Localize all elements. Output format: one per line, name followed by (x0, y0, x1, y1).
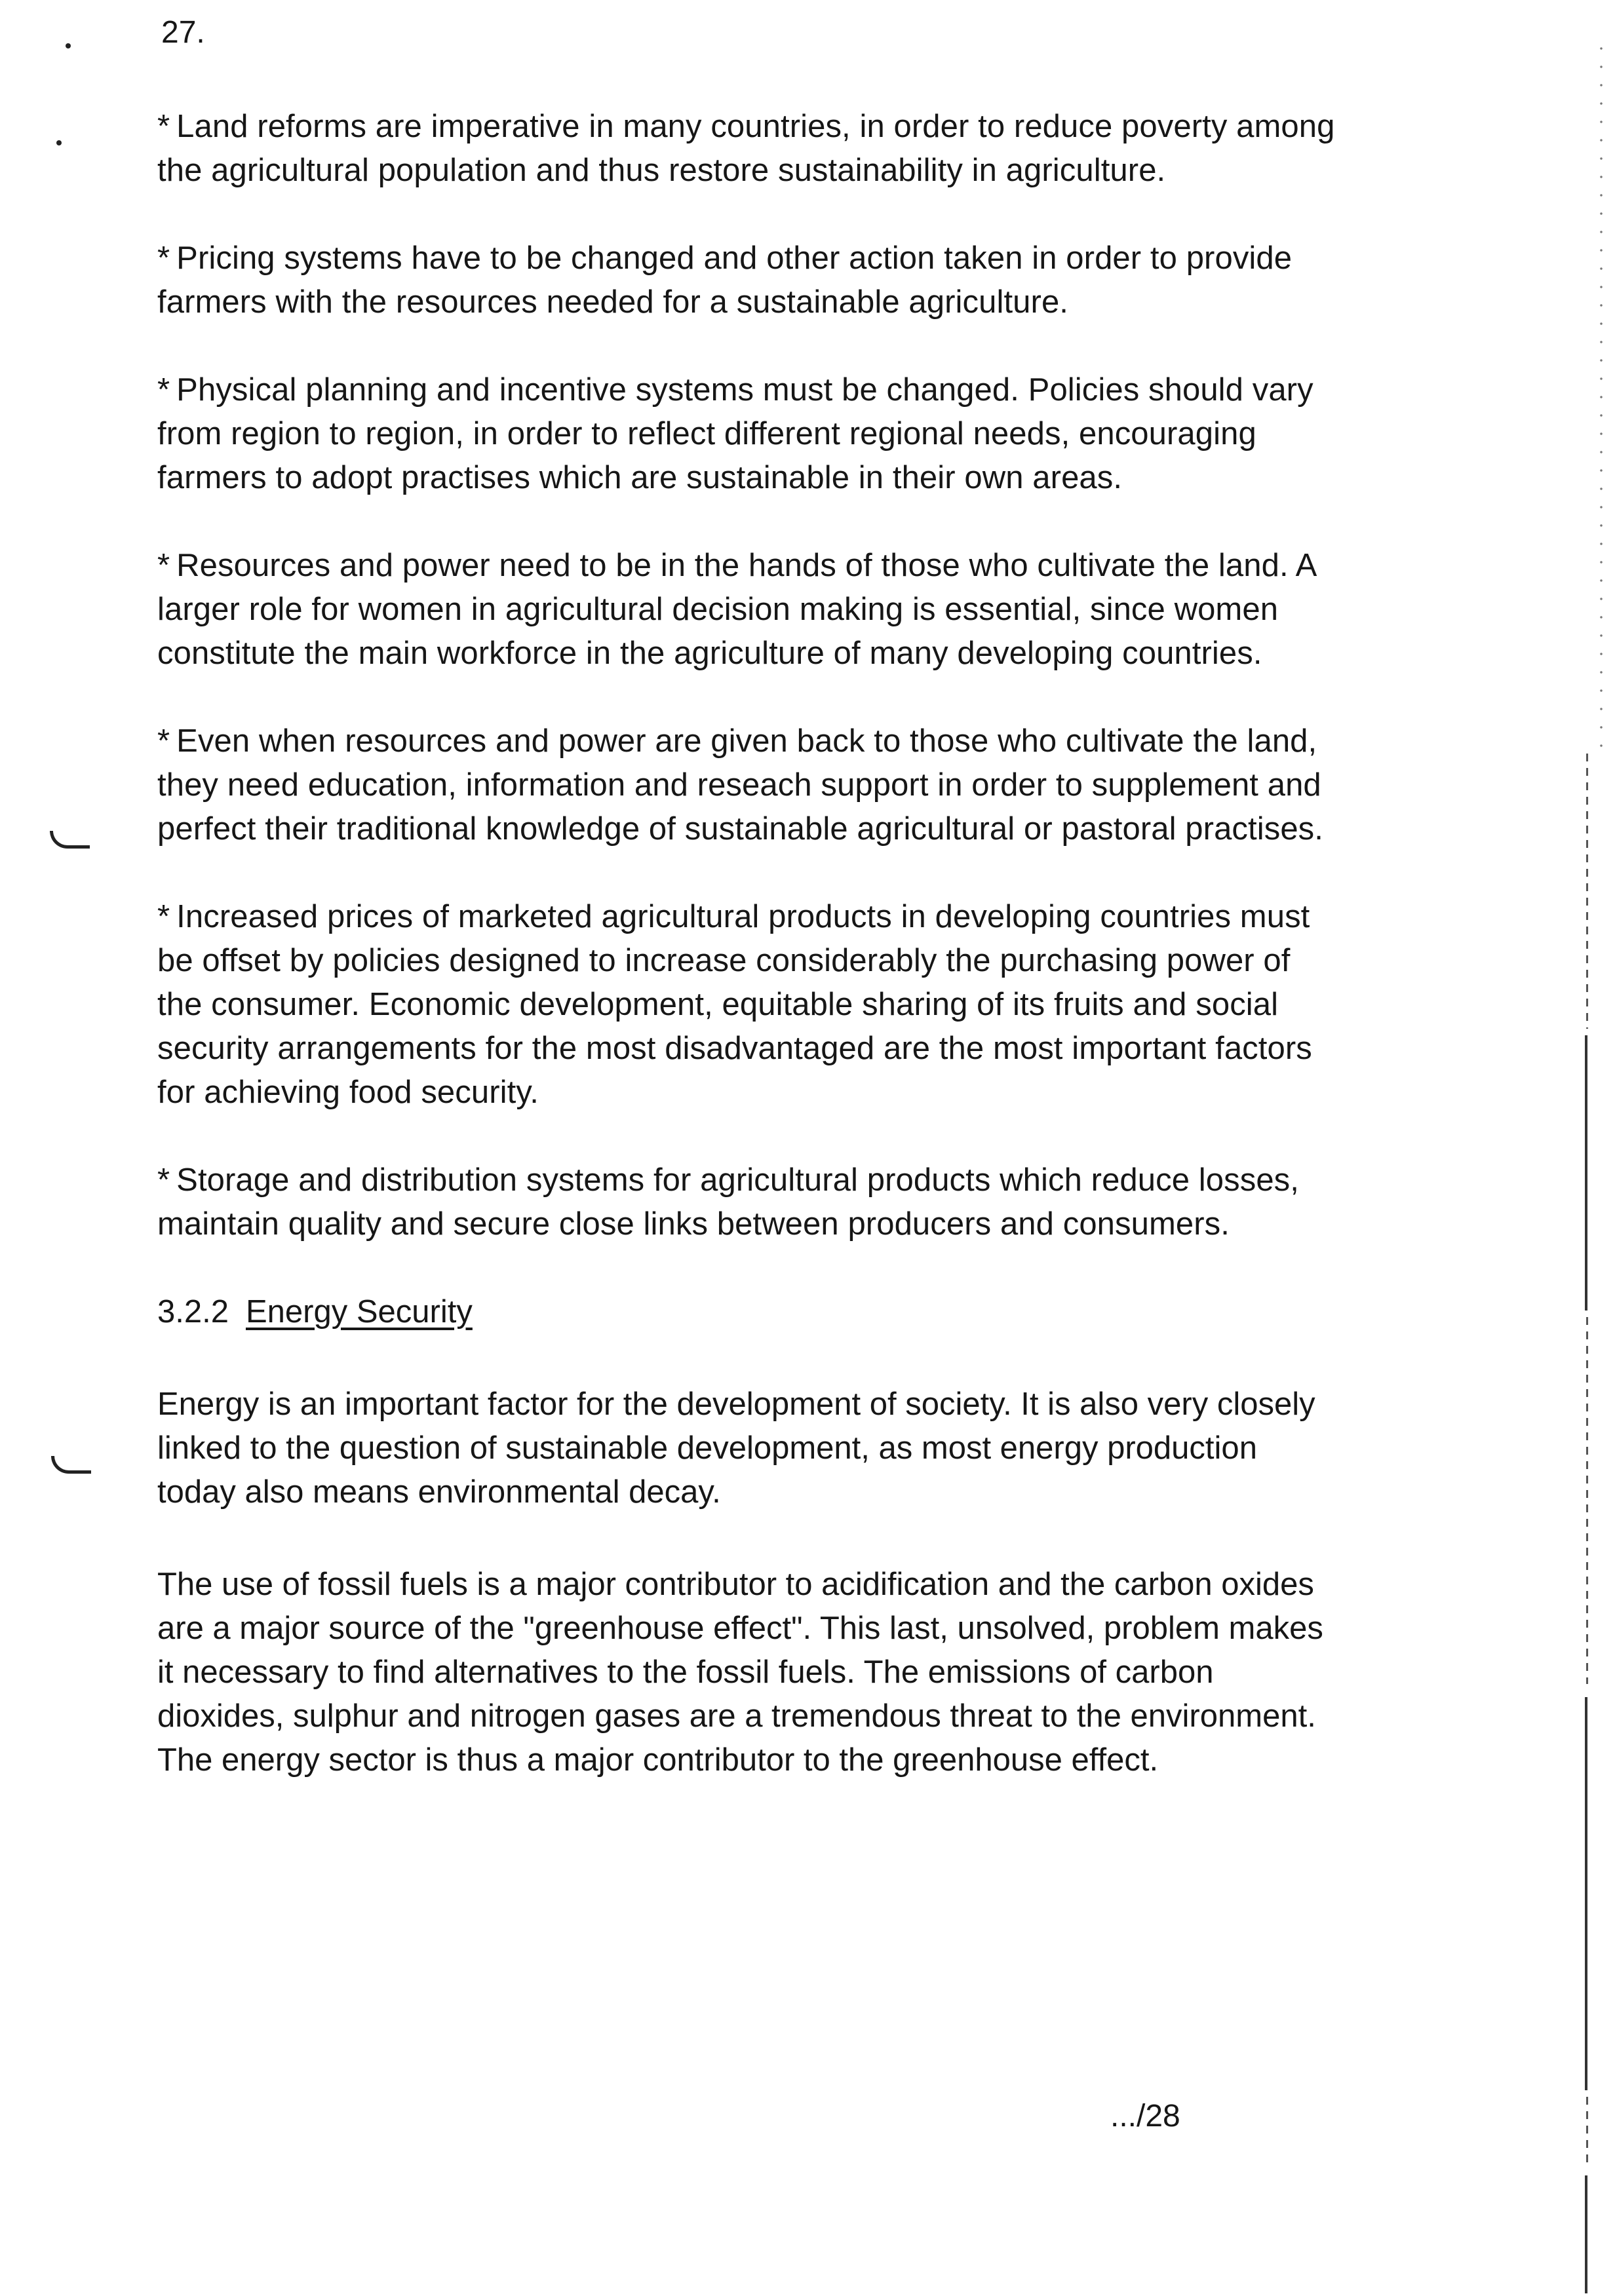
document-body (157, 105, 1337, 1831)
margin-tick-mark (50, 831, 90, 849)
bullet-text: Land reforms are imperative in many countries, in order to reduce poverty among the agricultural population and thus restore sustainability in agriculture. (157, 109, 1335, 188)
bullet-storage-distribution (157, 1158, 1337, 1246)
bullet-marker: * (157, 548, 170, 583)
bullet-land-reforms (157, 105, 1337, 193)
bullet-physical-planning (157, 368, 1337, 500)
margin-tick-mark (51, 1456, 91, 1474)
margin-dot-mark (66, 43, 71, 48)
bullet-text: Increased prices of marketed agricultural products in developing countries must be offset by policies designed to increase considerably the purchasing power of the consumer. Economic development, equitable sharing of its fruits and social security arrangements for the most disadvantaged are the most important factors for achieving food security. (157, 899, 1312, 1110)
edge-scan-dashes (1586, 2097, 1588, 2169)
bullet-text: Storage and distribution systems for agricultural products which reduce losses, maintain quality and secure close links between producers and consumers. (157, 1162, 1299, 1242)
section-title: Energy Security (245, 1294, 473, 1330)
continuation-marker: .../28 (1110, 2099, 1180, 2133)
bullet-text: Even when resources and power are given back to those who cultivate the land, they need education, information and reseach support in order to supplement and perfect their traditional knowledge of sustainable agricultural or pastoral practises. (157, 723, 1323, 847)
bullet-marker: * (157, 899, 170, 934)
edge-scan-dashes (1586, 1317, 1588, 1684)
section-number: 3.2.2 (157, 1294, 229, 1330)
bullet-education-support (157, 719, 1337, 851)
bullet-marker: * (157, 240, 170, 276)
bullet-pricing-systems (157, 237, 1337, 324)
margin-dot-mark (56, 140, 62, 145)
bullet-marker: * (157, 1162, 170, 1198)
edge-scan-dashes (1586, 754, 1588, 1029)
edge-scan-line (1585, 2175, 1587, 2293)
bullet-resources-power (157, 544, 1337, 676)
page-number: 27. (161, 15, 205, 50)
edge-scan-line (1585, 1697, 1587, 2090)
section-heading (157, 1290, 1337, 1334)
paragraph-energy-intro: Energy is an important factor for the development of society. It is also very closely linked to the question of sustainable development, as most energy production today also means environmental decay. (157, 1387, 1315, 1510)
edge-scan-dots (1599, 39, 1603, 760)
bullet-increased-prices (157, 895, 1337, 1115)
bullet-text: Physical planning and incentive systems must be changed. Policies should vary from region to region, in order to reflect different regional needs, encouraging farmers to adopt practises which are sustainable in their own areas. (157, 372, 1313, 495)
bullet-text: Pricing systems have to be changed and other action taken in order to provide farmers with the resources needed for a sustainable agriculture. (157, 240, 1293, 320)
bullet-marker: * (157, 723, 170, 759)
bullet-text: Resources and power need to be in the hands of those who cultivate the land. A larger role for women in agricultural decision making is essential, since women constitute the main workforce in the agriculture of many developing countries. (157, 548, 1315, 671)
edge-scan-line (1585, 1035, 1587, 1311)
bullet-marker: * (157, 109, 170, 144)
bullet-marker: * (157, 372, 170, 408)
paragraph-fossil-fuels: The use of fossil fuels is a major contributor to acidification and the carbon oxides are a major source of the "greenhouse effect". This last, unsolved, problem makes it necessary to find alternatives to the fossil fuels. The emissions of carbon dioxides, sulphur and nitrogen gases are a tremendous threat to the environment. The energy sector is thus a major contributor to the greenhouse effect. (157, 1567, 1323, 1778)
